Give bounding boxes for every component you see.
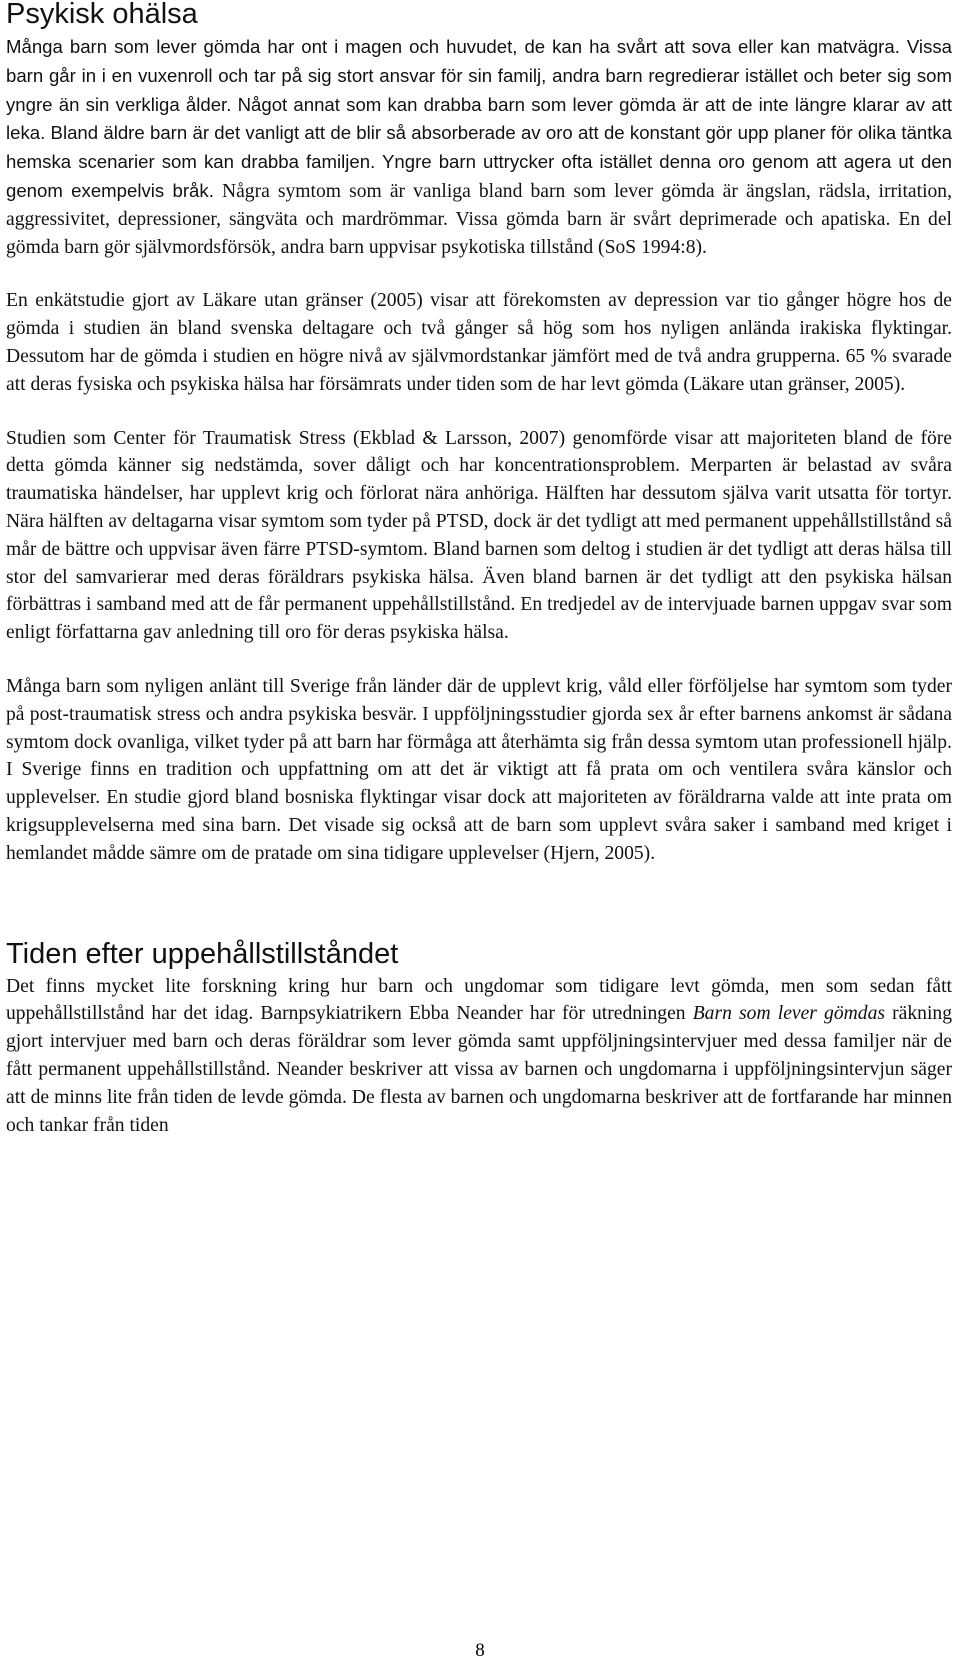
italic-title: Barn som lever gömdas — [692, 1003, 886, 1025]
paragraph-3: Studien som Center för Traumatisk Stress (Ekblad & Larsson, 2007) genomförde visar att majoriteten bland de före detta gömda känner sig nedstämda, sover dåligt och har koncentrationsproblem. Merparten är belastad av svåra traumatiska händelser, har upplevt krig och förlorat nära anhöriga. Hälften har dessutom själva varit utsatta för tortyr. Nära hälften av deltagarna visar symtom som tyder på PTSD, dock är det tydligt att med permanent uppehållstillstånd så mår de bättre och uppvisar även färre PTSD-symtom. Bland barnen som deltog i studien är det tydligt att deras hälsa till stor del samvarierar med deras föräldrars psykiska hälsa. Även bland barnen är det tydligt att den psykiska hälsan förbättras i samband med att de får permanent uppehållstillstånd. En tredjedel av de intervjuade barnen uppgav svar som enligt författarna gav anledning till oro för deras psykiska hälsa. — [6, 427, 952, 644]
section-heading-tiden-efter: Tiden efter uppehållstillståndet — [6, 937, 399, 970]
paragraph-1-serif-text: Några symtom som är vanliga bland barn som lever gömda är ängslan, rädsla, irritation, aggressivitet, depressioner, sängväta och mardrömmar. Vissa gömda barn är svårt deprimerade och apatiska. En del gömda barn gör självmordsförsök, andra barn uppvisar psykotiska tillstånd (SoS 1994:8). — [6, 180, 953, 258]
paragraph-5 — [6, 973, 952, 1140]
paragraph-4: Många barn som nyligen anlänt till Sverige från länder där de upplevt krig, våld eller förföljelse har symtom som tyder på post-traumatisk stress och andra psykiska besvär. I uppföljningsstudier gjorda sex år efter barnens ankomst är sådana symtom dock ovanliga, vilket tyder på att barn har förmåga att återhämta sig från dessa symtom utan professionell hjälp. I Sverige finns en tradition och uppfattning om att det är viktigt att få prata om och ventilera svåra känslor och upplevelser. En studie gjord bland bosniska flyktingar visar dock att majoriteten av föräldrarna valde att inte prata om krigsupplevelserna med sina barn. Det visade sig också att de barn som upplevt svåra saker i samband med kriget i hemlandet mådde sämre om de pratade om sina tidigare upplevelser (Hjern, 2005). — [6, 675, 952, 864]
paragraph-1 — [6, 33, 952, 261]
paragraph-2: En enkätstudie gjort av Läkare utan gränser (2005) visar att förekomsten av depression var tio gånger högre hos de gömda i studien än bland svenska deltagare och två gånger så hög som hos nyligen anlända irakiska flyktingar. Dessutom har de gömda i studien en högre nivå av självmordstankar jämfört med de två andra grupperna. 65 % svarade att deras fysiska och psykiska hälsa har försämrats under tiden som de har levt gömda (Läkare utan gränser, 2005). — [6, 290, 952, 395]
paragraph-1-sans-text: Många barn som lever gömda har ont i magen och huvudet, de kan ha svårt att sova eller kan matvägra. Vissa barn går in i en vuxenroll och tar på sig stort ansvar för sin familj, andra barn regredierar istället och beter sig som yngre än sin verkliga ålder. Något annat som kan drabba barn som lever gömda är att de inte längre klarar av att leka. Bland äldre barn är det vanligt att de blir så absorberade av oro att de konstant gör upp planer för olika täntka hemska scenarier som kan drabba familjen. Yngre barn uttrycker ofta istället denna oro genom att agera ut den genom exempelvis bråk. — [6, 36, 952, 201]
page-number: 8 — [475, 1640, 485, 1661]
paragraph-5-text-end: räkning gjort intervjuer med barn och deras föräldrar som lever gömda samt uppföljningsintervjuer med dessa familjer när de fått permanent uppehållstillstånd. Neander beskriver att vissa av barnen och ungdomarna i uppföljningsintervjun säger att de minns lite från tiden de levde gömda. De flesta av barnen och ungdomarna beskriver att de fortfarande har minnen och tankar från tiden — [6, 1003, 953, 1136]
paragraph-5-text-start: Det finns mycket lite forskning kring hur barn och ungdomar som tidigare levt gömda, men som sedan fått uppehållstillstånd har det idag. Barnpsykiatrikern Ebba Neander har för utredningen — [6, 975, 952, 1025]
section-heading-psykisk-ohalsa: Psykisk ohälsa — [6, 0, 198, 30]
